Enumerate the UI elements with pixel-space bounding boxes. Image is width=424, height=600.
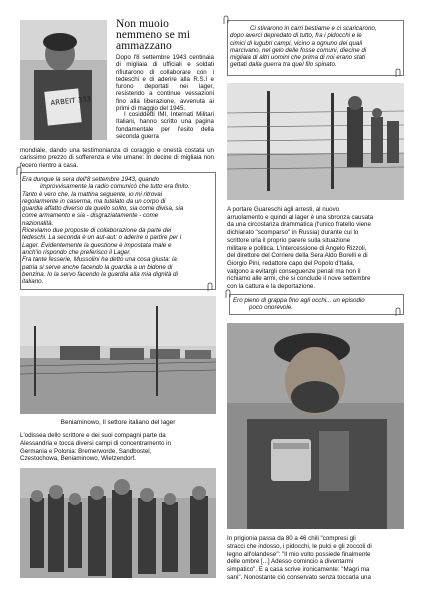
prison-line: simpatico". E a casa scrive ironicamente: "Magri ma [227,566,370,574]
quote-left-line: come armamento e sia - disgraziatamente - come [22,212,159,220]
prison-line: stracci che indosso, i pidocchi, le pulci e gli zoccoli di [227,542,372,550]
quote-left-line: Fra tante fesserie, Mussolini ha detto una cosa giusta: la [22,256,177,264]
prison-line: sani". Nonostante ciò conservato senza toccarla una [227,573,371,581]
paperclip-icon [15,166,25,176]
intro-paragraph: Dopo l'8 settembre 1943 centinaia di migliaia di ufficiali e soldati rifiutarono di collaborare con i tedeschi e di aderire alla R.S.I e furono deportati nei lager, resistendo a continue vessazioni fino alla liberazione, avvenuta ai primi di maggio del 1945. [116,54,214,113]
soldier-portrait-photo [227,323,404,529]
quote-left-text [22,176,215,285]
prison-line: delle ombre [...] Adesso comincio a diventarmi [227,558,354,566]
prison-line: legno all'olandese": "Il mio volto possiede finalmente [227,550,371,558]
arrest-line: del direttore del Corriere della Sera Aldo Borelli e di [227,252,368,260]
quote-left-line: Tanto è vero che, la mattina seguente, io mi ritrovai [22,190,163,198]
arrest-paragraph [227,206,404,291]
arrest-line: militare e politica. L'intercessione di Angelo Rizzoli, [227,244,367,252]
quote-left-line: Riceviamo due proposte di collaborazione da parte dei [22,227,172,235]
arrest-line: A portare Guareschi agli arresti, al nuovo [227,206,340,213]
quote-left-line: improvvisamente la radio comunicò che tutto era finito. [40,183,190,191]
prison-paragraph [227,535,404,582]
quote-left-line: Lager. Evidentemente la questione è impostata male e [22,241,172,249]
arrest-line: Giorgio Pini, redattore capo del Popolo d'Italia, [227,259,355,267]
quote-left-line: benzina. Io la servo facendo la guardia alla mia dignità di [22,270,178,278]
quote-right-top-text [230,25,402,69]
prisoner-portrait-photo [20,20,107,140]
quote-left-line: regolarmente in caserma, ma tutelato da un corpo di [22,197,166,205]
quote-right-top-line: migliaia di altri uomini che prima di noi erano stati [230,54,366,62]
odyssey-line: L'odissea dello scrittore e dei suoi compagni parte da [20,432,166,439]
quote-right-mid-line: Ero pieno di grappa fino agli occhi... un episodio [233,297,365,304]
quote-left-line: italiano. [22,278,44,286]
paperclip-icon [394,68,404,78]
quote-left-line: tedeschi. La seconda è un aut-aut: o aderire o partire per i [22,234,182,242]
arrest-line: da una circostanza drammatica (l'unico fratello viene [227,221,371,229]
odyssey-line: Alessandria e tocca diversi campi di concentramento in [20,439,171,447]
quote-right-top-line: cimici di lugubri campi, vicino a ognuno dei quali [230,39,363,47]
quote-left-line: anch'io rispondo che preferisco il Lager. [22,248,131,256]
prisoner-tag-text: ARBEIT 333 [50,95,92,108]
quote-right-mid-text [233,297,403,312]
odyssey-line: Germania e Polonia: Bremerworde, Sandbostel, [20,447,152,455]
quote-left-line: Era dunque la sera dell'8 settembre 1943, quando [22,176,160,183]
camp-barracks-photo [20,296,216,414]
camp-photo-caption: Beniaminowo, Il settore italiano del lager [60,419,176,426]
prison-line: In prigionia passa da 80 a 46 chili "compresi gli [227,535,356,542]
quote-right-top-line: Ci stivarono in carri bestiame e ci scaricarono, [250,25,377,32]
arrest-line: richiamo alle armi, che si conclude il nove settembre [227,275,371,283]
arrest-line: arruolamento e quindi al lager è una sbronza causata [227,213,374,221]
intro-paragraph-3: mondiale, dando una testimonianza di coraggio e onestà costata un carissimo prezzo di sofferenza e vite umane: In decine di migliaia non fecero rientro a casa. [20,147,214,169]
odyssey-paragraph [20,432,216,463]
odyssey-line: Czestochowa, Beniaminowo, Wietzendorf. [20,455,136,463]
quote-right-mid-line: poco onorevole. [249,304,294,312]
barbed-wire-photo [227,83,404,200]
intro-paragraph-2: I cosiddetti IMI, Internati Militari Italiani, hanno scritto una pagina fondamentale per l'esito della seconda guerra [116,111,214,140]
quote-right-top-line: marcivano, nel gelo delle fosse comuni, diecine di [230,46,367,54]
arrest-line: valgono a evitargli conseguenze penali ma non il [227,267,361,275]
quote-left-line: guardia affatto diverso da quello solito, sia come divisa, sia [22,205,184,213]
quote-right-top-line: gettati dalla guerra tra quel filo spinato. [230,61,337,69]
arrest-line: dichiarato "scomparso" in Russia) durante cui lo [227,229,359,237]
arrest-line: scrittore urla il proprio parere sulla situazione [227,236,351,244]
marching-prisoners-photo [20,468,216,578]
quote-right-top-line: dopo averci depredato di tutto, fra i pidocchi e le [230,32,362,40]
quote-left-line: patria si serve anche facendo la guardia a un bidone di [22,263,173,271]
page-title: Non muoio nemmeno se mi ammazzano [116,18,191,52]
paperclip-icon [222,15,232,25]
quote-left-line: nazionalità. [22,219,54,227]
arrest-line: con la cattura e la deportazione. [227,283,316,291]
